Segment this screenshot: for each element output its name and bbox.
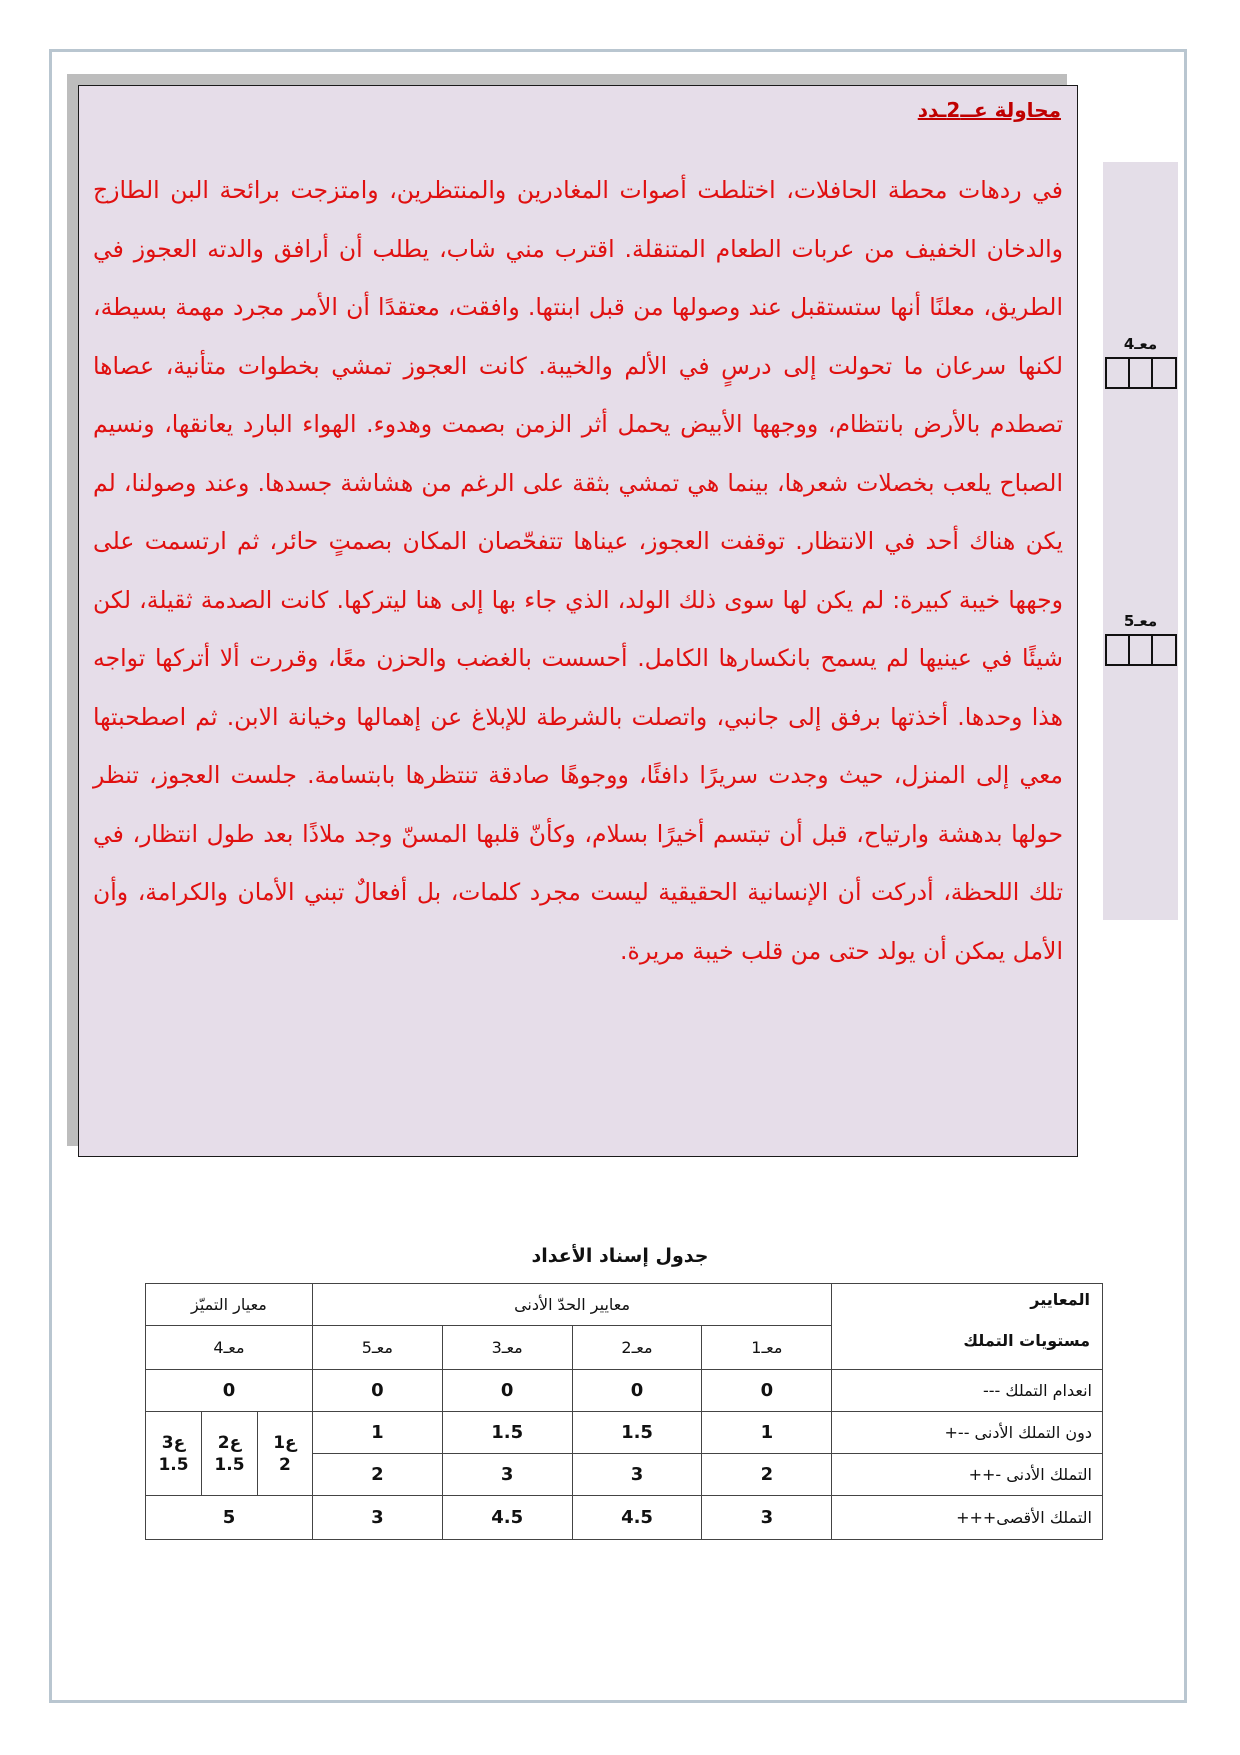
score-cell: 3	[702, 1496, 832, 1540]
score-cell: 3	[442, 1454, 572, 1496]
score-cell: 0	[702, 1370, 832, 1412]
level-cell: التملك الأقصى+++	[832, 1496, 1103, 1540]
min-criteria-header: معايير الحدّ الأدنى	[312, 1284, 831, 1326]
score-cell: 3	[312, 1496, 442, 1540]
excellence-sub-3: ع3 1.5	[146, 1412, 202, 1496]
criterion-5-label: معـ5	[1123, 612, 1158, 630]
score-cell: 0	[572, 1370, 702, 1412]
levels-header: مستويات التملك	[963, 1331, 1090, 1350]
score-cell: 1.5	[572, 1412, 702, 1454]
level-cell: انعدام التملك ---	[832, 1370, 1103, 1412]
score-cell: 3	[572, 1454, 702, 1496]
essay-text	[93, 161, 1063, 980]
criterion-4-marker	[1103, 335, 1178, 389]
criterion-4-label: معـ4	[1123, 335, 1158, 353]
level-cell: دون التملك الأدنى --+	[832, 1412, 1103, 1454]
grading-side-panel	[1103, 162, 1178, 920]
criteria-header: المعايير	[1030, 1290, 1090, 1309]
essay-paragraph: في ردهات محطة الحافلات، اختلطت أصوات المغادرين والمنتظرين، وامتزجت برائحة البن الطازج والدخان الخفيف من عربات الطعام المتنقلة. اقترب مني شاب، يطلب أن أرافق والدته العجوز في الطريق، معلنًا أنها ستستقبل عند وصولها من قبل ابنتها. وافقت، معتقدًا أن الأمر مجرد مهمة بسيطة، لكنها سرعان ما تحولت إلى درسٍ في الألم والخيبة. كانت العجوز تمشي بخطوات متأنية، عصاها تصطدم بالأرض بانتظام، ووجهها الأبيض يحمل أثر الزمن بصمت وهدوء. الهواء البارد يعانقها، ونسيم الصباح يلعب بخصلات شعرها، بينما هي تمشي بثقة على الرغم من هشاشة جسدها. وعند وصولنا، لم يكن هناك أحد في الانتظار. توقفت العجوز، عيناها تتفحّصان المكان بصمتٍ حائر، ثم ارتسمت على وجهها خيبة كبيرة: لم يكن لها سوى ذلك الولد، الذي جاء بها إلى هنا ليتركها. كانت الصدمة ثقيلة، لكن شيئًا في عينيها لم يسمح بانكسارها الكامل. أحسست بالغضب والحزن معًا، وقررت ألا أتركها تواجه هذا وحدها. أخذتها برفق إلى جانبي، واتصلت بالشرطة للإبلاغ عن إهمالها وخيانة الابن. ثم اصطحبتها معي إلى المنزل، حيث وجدت سريرًا دافئًا، ووجوهًا صادقة تنتظرها بابتسامة. جلست العجوز، تنظر حولها بدهشة وارتياح، قبل أن تبتسم أخيرًا بسلام، وكأنّ قلبها المسنّ وجد ملاذًا بعد طول انتظار، في تلك اللحظة، أدركت أن الإنسانية الحقيقية ليست مجرد كلمات، بل أفعالٌ تبني الأمان والكرامة، وأن الأمل يمكن أن يولد حتى من قلب خيبة مريرة.	[93, 176, 1063, 965]
score-cell: 2	[702, 1454, 832, 1496]
criteria-header-cell	[832, 1284, 1103, 1370]
score-cell: 4.5	[572, 1496, 702, 1540]
score-cell: 0	[312, 1370, 442, 1412]
grading-table	[145, 1283, 1103, 1540]
score-cell: 0	[146, 1370, 313, 1412]
criterion-5-marker	[1103, 612, 1178, 666]
col-m3: معـ3	[442, 1326, 572, 1370]
col-m5: معـ5	[312, 1326, 442, 1370]
essay-title: محاولة عــ2ـدد	[917, 98, 1061, 122]
col-m2: معـ2	[572, 1326, 702, 1370]
excellence-sub-2: ع2 1.5	[202, 1412, 258, 1496]
table-title: جدول إسناد الأعداد	[531, 1245, 709, 1267]
score-cell: 1.5	[442, 1412, 572, 1454]
score-cell: 2	[312, 1454, 442, 1496]
criterion-4-score-boxes[interactable]	[1105, 357, 1177, 389]
level-cell: التملك الأدنى -++	[832, 1454, 1103, 1496]
score-cell: 5	[146, 1496, 313, 1540]
score-cell: 0	[442, 1370, 572, 1412]
col-m4: معـ4	[146, 1326, 313, 1370]
essay-box	[78, 85, 1078, 1157]
table-row	[146, 1496, 1103, 1540]
score-cell: 4.5	[442, 1496, 572, 1540]
score-cell: 1	[312, 1412, 442, 1454]
col-m1: معـ1	[702, 1326, 832, 1370]
excellence-sub-1: ع1 2	[257, 1412, 312, 1496]
score-cell: 1	[702, 1412, 832, 1454]
excellence-header: معيار التميّز	[146, 1284, 313, 1326]
criterion-5-score-boxes[interactable]	[1105, 634, 1177, 666]
table-row	[146, 1370, 1103, 1412]
table-row	[146, 1412, 1103, 1454]
